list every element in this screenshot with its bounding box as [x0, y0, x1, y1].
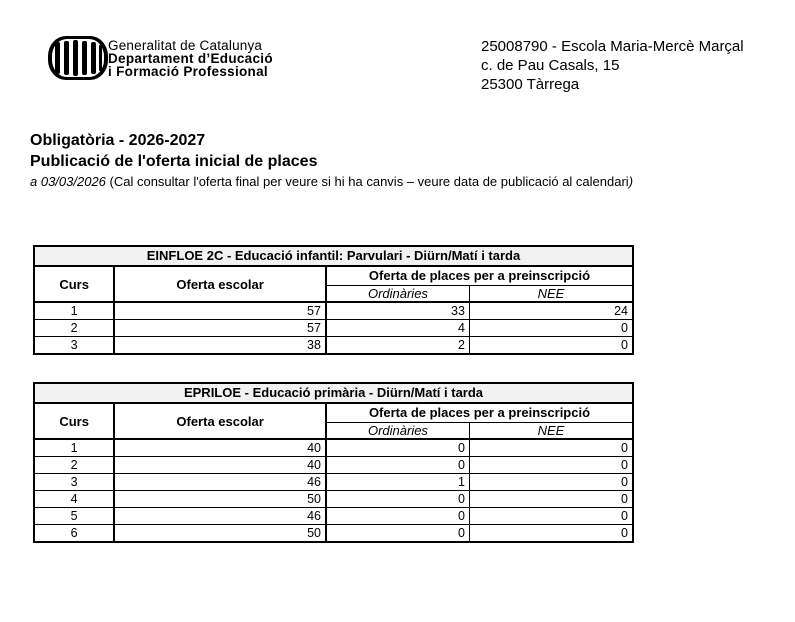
cell-curs: 1 [34, 302, 114, 320]
cell-nee: 0 [469, 491, 633, 508]
column-header-ordinaries: Ordinàries [326, 285, 469, 302]
cell-ordinaries: 33 [326, 302, 469, 320]
column-header-nee: NEE [469, 285, 633, 302]
cell-ordinaries: 0 [326, 491, 469, 508]
generalitat-logo [48, 36, 108, 80]
cell-curs: 3 [34, 474, 114, 491]
cell-oferta: 40 [114, 457, 326, 474]
publication-date: a 03/03/2026 [30, 174, 106, 189]
table-row [34, 508, 633, 525]
cell-oferta: 50 [114, 491, 326, 508]
column-header-curs: Curs [34, 266, 114, 302]
cell-oferta: 50 [114, 525, 326, 543]
cell-nee: 0 [469, 439, 633, 457]
cell-curs: 6 [34, 525, 114, 543]
cell-oferta: 38 [114, 337, 326, 355]
table-caption: EINFLOE 2C - Educació infantil: Parvulari - Diürn/Matí i tarda [34, 246, 633, 266]
cell-ordinaries: 0 [326, 457, 469, 474]
cell-oferta: 46 [114, 508, 326, 525]
org-line-2: Departament d’Educació [108, 51, 273, 66]
cell-curs: 3 [34, 337, 114, 355]
publication-note [30, 173, 633, 190]
org-line-3: i Formació Professional [108, 64, 268, 79]
table-row [34, 337, 633, 355]
cell-ordinaries: 2 [326, 337, 469, 355]
table-row [34, 439, 633, 457]
offer-table-primaria [33, 382, 634, 543]
school-address-block [481, 37, 744, 94]
cell-ordinaries: 0 [326, 439, 469, 457]
school-street: c. de Pau Casals, 15 [481, 57, 620, 74]
table-row [34, 320, 633, 337]
school-code-name: 25008790 - Escola Maria-Mercè Marçal [481, 38, 744, 55]
cell-oferta: 57 [114, 302, 326, 320]
column-header-oferta-escolar: Oferta escolar [114, 403, 326, 439]
cell-ordinaries: 0 [326, 508, 469, 525]
table-row [34, 302, 633, 320]
table-row [34, 525, 633, 543]
school-city: 25300 Tàrrega [481, 76, 580, 93]
table-row [34, 474, 633, 491]
column-header-ordinaries: Ordinàries [326, 422, 469, 439]
cell-curs: 2 [34, 457, 114, 474]
cell-curs: 4 [34, 491, 114, 508]
cell-nee: 0 [469, 525, 633, 543]
organization-name [108, 39, 273, 78]
note-text: (Cal consultar l'oferta final per veure si hi ha canvis – veure data de publicació al calendari [105, 174, 629, 189]
cell-curs: 5 [34, 508, 114, 525]
cell-nee: 0 [469, 320, 633, 337]
document-subtitle: Publicació de l'oferta inicial de places [30, 153, 318, 170]
table-caption: EPRILOE - Educació primària - Diürn/Matí i tarda [34, 383, 633, 403]
cell-nee: 0 [469, 474, 633, 491]
table-row [34, 491, 633, 508]
document-header [30, 130, 633, 190]
cell-oferta: 57 [114, 320, 326, 337]
cell-nee: 24 [469, 302, 633, 320]
column-header-nee: NEE [469, 422, 633, 439]
cell-nee: 0 [469, 337, 633, 355]
org-line-1: Generalitat de Catalunya [108, 38, 263, 53]
cell-curs: 1 [34, 439, 114, 457]
document-title: Obligatòria - 2026-2027 [30, 132, 206, 149]
column-header-oferta-places: Oferta de places per a preinscripció [326, 266, 633, 285]
cell-curs: 2 [34, 320, 114, 337]
cell-ordinaries: 0 [326, 525, 469, 543]
column-header-curs: Curs [34, 403, 114, 439]
note-end: ) [628, 174, 634, 189]
cell-nee: 0 [469, 508, 633, 525]
cell-ordinaries: 1 [326, 474, 469, 491]
table-row [34, 457, 633, 474]
column-header-oferta-escolar: Oferta escolar [114, 266, 326, 302]
cell-oferta: 40 [114, 439, 326, 457]
cell-nee: 0 [469, 457, 633, 474]
column-header-oferta-places: Oferta de places per a preinscripció [326, 403, 633, 422]
cell-oferta: 46 [114, 474, 326, 491]
offer-table-infantil [33, 245, 634, 355]
cell-ordinaries: 4 [326, 320, 469, 337]
